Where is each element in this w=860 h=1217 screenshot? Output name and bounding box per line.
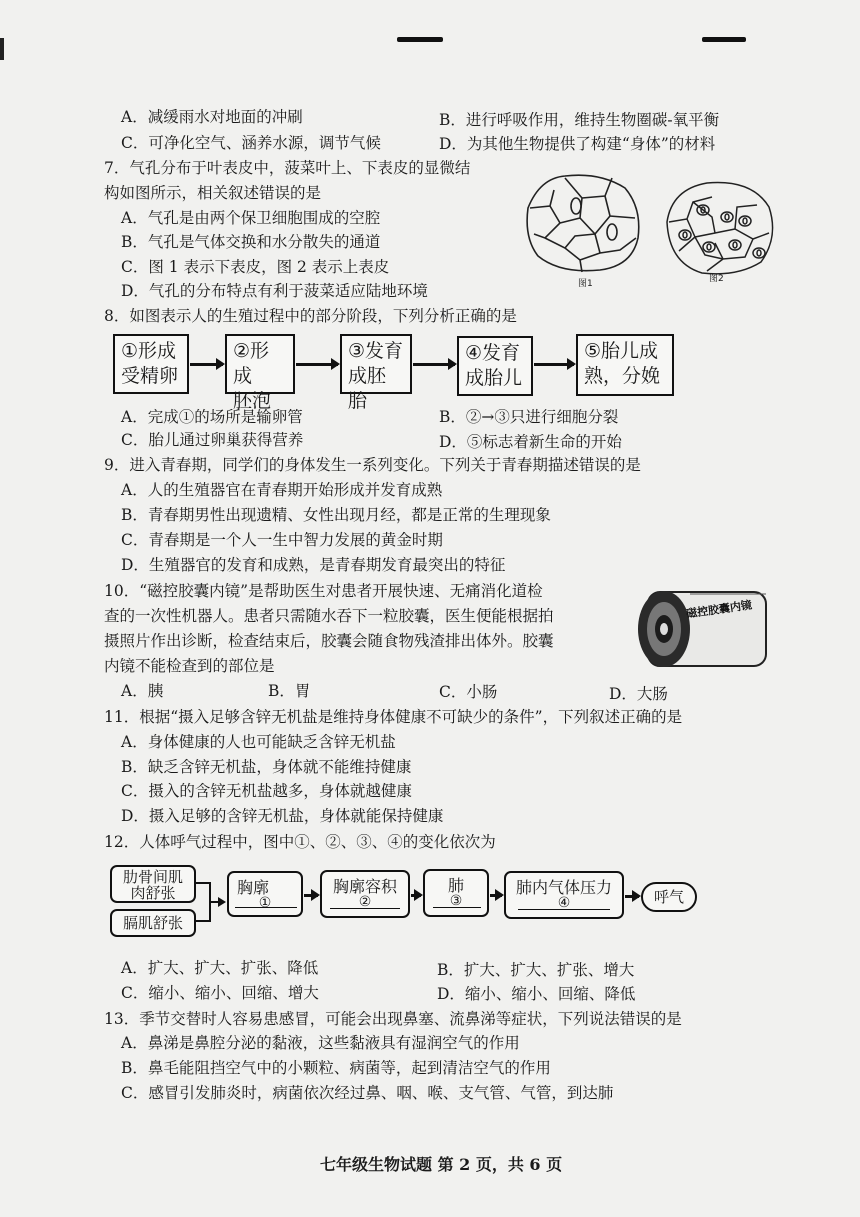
q9-option-d: D．生殖器官的发育和成熟，是青春期发育最突出的特征 [121,556,506,574]
epidermis-figure-1 [520,168,645,278]
q11-stem: 11．根据“摄入足够含锌无机盐是维持身体健康不可缺少的条件”，下列叙述正确的是 [104,708,683,726]
flow-arrow [411,894,421,897]
flow-box-2-line1: ②形成 [233,340,270,387]
q12-box-pressure-title: 肺内气体压力 [515,878,612,897]
q7-option-b: B．气孔是气体交换和水分散失的通道 [121,233,381,251]
flow-box-5 [576,334,674,396]
flow-box-5-line2: 熟，分娩 [584,365,661,387]
q11-option-b: B．缺乏含锌无机盐，身体就不能维持健康 [121,758,412,776]
q7-option-c: C．图 1 表示下表皮，图 2 表示上表皮 [121,258,390,276]
q9-option-c: C．青春期是一个人一生中智力发展的黄金时期 [121,531,443,549]
q6-option-d: D．为其他生物提供了构建“身体”的材料 [439,135,716,153]
q13-option-a: A．鼻涕是鼻腔分泌的黏液，这些黏液具有湿润空气的作用 [121,1034,520,1052]
q12-box-thorax-volume [320,870,410,918]
q10-stem-line1: 10．“磁控胶囊内镜”是帮助医生对患者开展快速、无痛消化道检 [104,582,543,600]
q12-bracket-connector [196,875,226,930]
flow-box-2-line2: 胚泡 [233,390,272,412]
flow-box-3-line1: ③发育 [348,340,404,362]
q13-stem: 13．季节交替时人容易患感冒，可能会出现鼻塞、流鼻涕等症状，下列说法错误的是 [104,1010,682,1028]
flow-box-1-line1: ①形成 [121,340,177,362]
page-footer: 七年级生物试题 第 2 页，共 6 页 [320,1155,563,1174]
fig1-label: 图1 [578,279,593,289]
capsule-endoscope-image [630,584,775,674]
q10-option-d: D．大肠 [609,685,668,703]
q8-option-d: D．⑤标志着新生命的开始 [439,433,622,451]
q12-stem: 12．人体呼气过程中，图中①、②、③、④的变化依次为 [104,833,496,851]
flow-arrow [534,363,574,366]
q12-box-thorax [227,871,303,917]
flow-arrow [304,894,318,897]
q12-box-lung-title: 肺 [447,876,464,895]
q10-stem-line4: 内镜不能检查到的部位是 [104,657,275,675]
q7-option-a: A．气孔是由两个保卫细胞围成的空腔 [121,209,381,227]
flow-arrow [625,895,639,898]
flow-box-1-line2: 受精卵 [121,365,179,387]
flow-arrow [296,363,338,366]
q11-option-a: A．身体健康的人也可能缺乏含锌无机盐 [121,733,396,751]
q9-option-a: A．人的生殖器官在青春期开始形成并发育成熟 [121,481,443,499]
q10-stem-line3: 摄照片作出诊断，检查结束后，胶囊会随食物残渣排出体外。胶囊 [104,632,554,650]
q12-option-c: C．缩小、缩小、回缩、增大 [121,984,319,1002]
fig2-label: 图2 [709,274,724,284]
q10-option-c: C．小肠 [439,683,498,701]
q13-option-c: C．感冒引发肺炎时，病菌依次经过鼻、咽、喉、支气管、气管，到达肺 [121,1084,614,1102]
q7-stem-line2: 构如图所示，相关叙述错误的是 [104,184,322,202]
q10-option-a: A．胰 [121,682,164,700]
flow-box-4-line1: ④发育 [465,342,521,364]
header-rule-right [702,37,746,42]
q12-box-pressure [504,871,624,919]
flow-box-3-line2: 成胚胎 [348,365,387,412]
q12-box-lung [423,869,489,917]
epidermis-figure-2 [657,177,779,277]
q12-box-thorax-volume-num: ② [358,894,372,910]
q12-exhale-node: 呼气 [641,882,697,912]
q9-option-b: B．青春期男性出现遗精、女性出现月经，都是正常的生理现象 [121,506,551,524]
flow-box-4 [457,336,533,396]
q12-box-lung-num: ③ [449,893,463,909]
flow-box-3 [340,334,412,412]
q12-box-thorax-num: ① [258,895,272,911]
q9-stem: 9．进入青春期，同学们的身体发生一系列变化。下列关于青春期描述错误的是 [104,456,641,474]
header-rule-left [397,37,443,42]
q12-blank-4 [518,907,610,910]
q7-stem-line1: 7．气孔分布于叶表皮中，菠菜叶上、下表皮的显微结 [104,159,471,177]
capsule-label: 磁控胶囊内镜 [685,598,753,621]
flow-box-4-line2: 成胎儿 [465,367,523,389]
flow-box-5-line1: ⑤胎儿成 [584,340,659,362]
flow-box-1 [113,334,189,394]
q10-option-b: B．胃 [268,682,311,700]
flow-arrow [490,894,502,897]
q12-blank-1 [235,905,297,908]
q10-stem-line2: 查的一次性机器人。患者只需随水吞下一粒胶囊，医生便能根据拍 [104,607,554,625]
q12-diaphragm-box: 膈肌舒张 [110,909,196,937]
q7-option-d: D．气孔的分布特点有利于菠菜适应陆地环境 [121,282,428,300]
flow-box-2 [225,334,295,412]
q12-option-d: D．缩小、缩小、回缩、降低 [437,985,636,1003]
q12-box-pressure-num: ④ [557,895,571,911]
q12-rib-muscle-line1: 肋骨间肌 [122,868,183,886]
q12-option-a: A．扩大、扩大、扩张、降低 [121,959,319,977]
q11-option-c: C．摄入的含锌无机盐越多，身体就越健康 [121,782,412,800]
q13-option-b: B．鼻毛能阻挡空气中的小颗粒、病菌等，起到清洁空气的作用 [121,1059,551,1077]
q12-blank-3 [433,905,481,908]
q6-option-a: A．减缓雨水对地面的冲刷 [121,108,303,126]
q12-rib-muscle-line2: 肉舒张 [130,884,176,902]
q12-blank-2 [330,906,400,909]
q11-option-d: D．摄入足够的含锌无机盐，身体就能保持健康 [121,807,444,825]
flow-arrow [190,363,223,366]
q6-option-c: C．可净化空气、涵养水源，调节气候 [121,134,381,152]
q6-option-b: B．进行呼吸作用，维持生物圈碳-氧平衡 [439,111,720,129]
q8-stem: 8．如图表示人的生殖过程中的部分阶段，下列分析正确的是 [104,307,517,325]
q12-box-thorax-title: 胸廓 [237,878,270,897]
scan-edge-mark [0,38,4,60]
q12-rib-muscle-box [110,865,196,903]
q8-option-b: B．②→③只进行细胞分裂 [439,408,619,426]
q12-option-b: B．扩大、扩大、扩张、增大 [437,961,635,979]
q8-option-c: C．胎儿通过卵巢获得营养 [121,431,304,449]
q8-option-a: A．完成①的场所是输卵管 [121,408,303,426]
flow-arrow [413,363,455,366]
q12-box-thorax-volume-title: 胸廓容积 [332,877,397,896]
